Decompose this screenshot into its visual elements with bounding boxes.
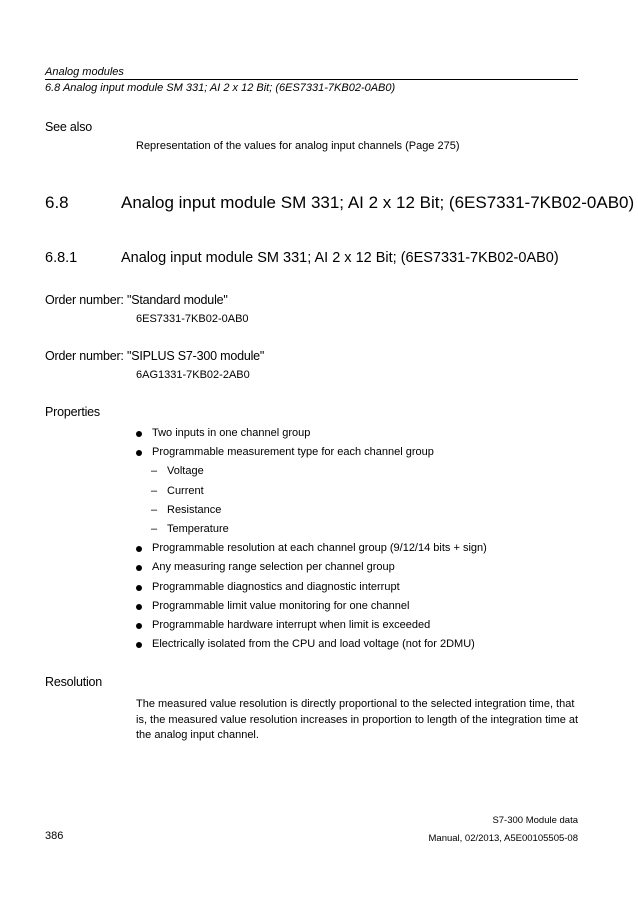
bullet-icon <box>136 450 142 456</box>
list-item-text: Voltage <box>167 465 204 478</box>
subsection-title: Analog input module SM 331; AI 2 x 12 Bit; (6ES7331-7KB02-0AB0) <box>121 250 559 266</box>
see-also-link[interactable]: Representation of the values for analog input channels (Page 275) <box>136 140 460 152</box>
list-item-text: Electrically isolated from the CPU and load voltage (not for 2DMU) <box>152 638 475 651</box>
list-item-text: Programmable measurement type for each channel group <box>152 446 434 459</box>
bullet-icon <box>136 565 142 571</box>
footer-manual-edition: Manual, 02/2013, A5E00105505-08 <box>428 833 578 844</box>
section-number: 6.8 <box>45 193 69 212</box>
properties-heading: Properties <box>45 405 100 419</box>
dash-icon: – <box>151 465 158 478</box>
running-header-section: 6.8 Analog input module SM 331; AI 2 x 12 Bit; (6ES7331-7KB02-0AB0) <box>45 82 396 94</box>
list-item-text: Two inputs in one channel group <box>152 427 311 439</box>
bullet-icon <box>136 431 142 437</box>
list-item-text: Temperature <box>167 522 229 535</box>
section-title: Analog input module SM 331; AI 2 x 12 Bit; (6ES7331-7KB02-0AB0) <box>121 193 635 212</box>
list-item-text: Resistance <box>167 503 222 516</box>
list-item-text: Any measuring range selection per channel group <box>152 561 395 574</box>
dash-icon: – <box>151 522 158 535</box>
list-item-text: Programmable resolution at each channel group (9/12/14 bits + sign) <box>152 542 487 555</box>
resolution-heading: Resolution <box>45 675 103 689</box>
subsection-number: 6.8.1 <box>45 250 78 266</box>
list-item-text: Programmable limit value monitoring for one channel <box>152 599 410 612</box>
running-header-chapter: Analog modules <box>45 66 124 78</box>
order-standard-heading: Order number: "Standard module" <box>45 293 228 307</box>
dash-icon: – <box>151 503 158 516</box>
bullet-icon <box>136 604 142 610</box>
resolution-paragraph: The measured value resolution is directly proportional to the selected integration time, that is, the measured value resolution increases in proportion to length of the integration time at the analog input channel. <box>136 698 579 741</box>
bullet-icon <box>136 642 142 648</box>
bullet-icon <box>136 623 142 629</box>
order-standard-value: 6ES7331-7KB02-0AB0 <box>136 313 249 325</box>
list-item-text: Current <box>167 484 204 497</box>
order-siplus-value: 6AG1331-7KB02-2AB0 <box>136 369 250 381</box>
list-item-text: Programmable hardware interrupt when limit is exceeded <box>152 618 431 631</box>
dash-icon: – <box>151 484 158 497</box>
order-siplus-heading: Order number: "SIPLUS S7-300 module" <box>45 349 265 363</box>
bullet-icon <box>136 585 142 591</box>
list-item-text: Programmable diagnostics and diagnostic interrupt <box>152 580 400 593</box>
footer-manual-title: S7-300 Module data <box>492 815 578 826</box>
header-rule <box>45 79 578 80</box>
page-number: 386 <box>45 830 64 842</box>
see-also-heading: See also <box>45 120 93 134</box>
bullet-icon <box>136 546 142 552</box>
